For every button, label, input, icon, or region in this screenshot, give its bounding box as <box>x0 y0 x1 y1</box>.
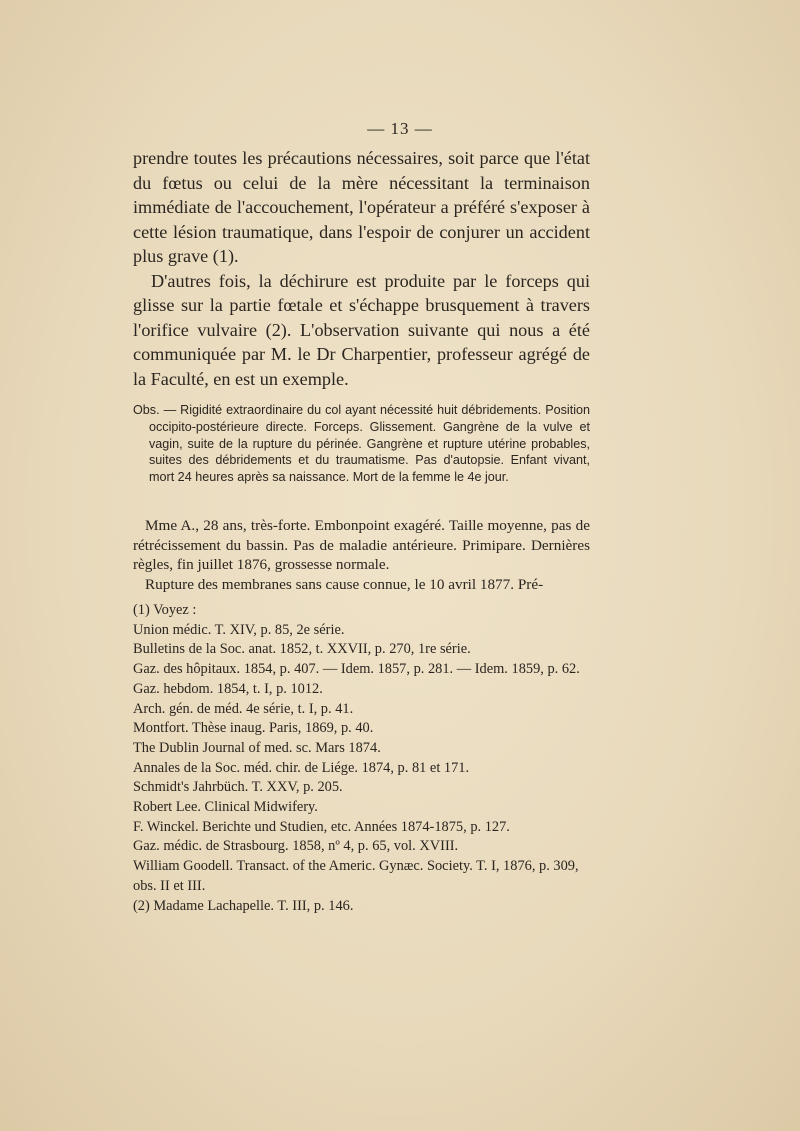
footnote: (2) Madame Lachapelle. T. III, p. 146. <box>133 897 354 914</box>
footnote-reference: F. Winckel. Berichte und Studien, etc. Années 1874-1875, p. 127. <box>133 818 510 835</box>
footnote-reference: Gaz. des hôpitaux. 1854, p. 407. — Idem. 1857, p. 281. — Idem. 1859, p. 62. <box>133 661 580 678</box>
footnote-reference: Robert Lee. Clinical Midwifery. <box>133 799 318 816</box>
case-description <box>133 516 590 594</box>
page-number: — 13 — <box>367 119 433 138</box>
footnote-reference: William Goodell. Transact. of the Americ. Gynæc. Society. T. I, 1876, p. 309, obs. II et III. <box>133 858 579 894</box>
footnote-reference: Gaz. médic. de Strasbourg. 1858, nº 4, p. 65, vol. XVIII. <box>133 838 459 855</box>
case-paragraph: Mme A., 28 ans, très-forte. Embonpoint exagéré. Taille moyenne, pas de rétrécissement du bassin. Pas de maladie antérieure. Primipare. Dernières règles, fin juillet 1876, grossesse normale. <box>133 517 590 573</box>
footnotes <box>133 601 590 916</box>
paragraph: prendre toutes les précautions nécessaires, soit parce que l'état du fœtus ou celui de la mère nécessitant la terminaison immédiate de l'accouchement, l'opérateur a préféré s'exposer à cette lésion traumatique, dans l'espoir de conjurer un accident plus grave (1). <box>133 148 590 266</box>
footnote-reference: Arch. gén. de méd. 4e série, t. I, p. 41. <box>133 700 354 717</box>
footnote-reference: Bulletins de la Soc. anat. 1852, t. XXVII, p. 270, 1re série. <box>133 641 471 658</box>
footnote-reference: Gaz. hebdom. 1854, t. I, p. 1012. <box>133 680 323 697</box>
footnote-reference: Schmidt's Jahrbüch. T. XXV, p. 205. <box>133 779 343 796</box>
case-paragraph: Rupture des membranes sans cause connue, le 10 avril 1877. Pré- <box>145 575 544 593</box>
footnote: (1) Voyez : <box>133 602 197 618</box>
observation-heading <box>133 402 590 486</box>
main-text <box>133 146 590 391</box>
footnote-reference: Montfort. Thèse inaug. Paris, 1869, p. 40. <box>133 720 374 737</box>
footnote-reference: Union médic. T. XIV, p. 85, 2e série. <box>133 621 345 638</box>
footnote-reference: Annales de la Soc. méd. chir. de Liége. 1874, p. 81 et 171. <box>133 759 470 776</box>
paragraph: D'autres fois, la déchirure est produite par le forceps qui glisse sur la partie fœtale et s'échappe brusquement à travers l'orifice vulvaire (2). L'observation suivante qui nous a été communiquée par M. le Dr Charpentier, professeur agrégé de la Faculté, en est un exemple. <box>133 270 590 389</box>
footnote-reference: The Dublin Journal of med. sc. Mars 1874. <box>133 739 381 756</box>
observation-text: Obs. — Rigidité extraordinaire du col ayant nécessité huit débridements. Position occipito-postérieure directe. Forceps. Glissement. Gangrène de la vulve et vagin, suite de la rupture du périnée. Gangrène et rupture utérine probables, suites des débridements et du traumatisme. Pas d'autopsie. Enfant vivant, mort 24 heures après sa naissance. Mort de la femme le 4e jour. <box>133 403 590 485</box>
